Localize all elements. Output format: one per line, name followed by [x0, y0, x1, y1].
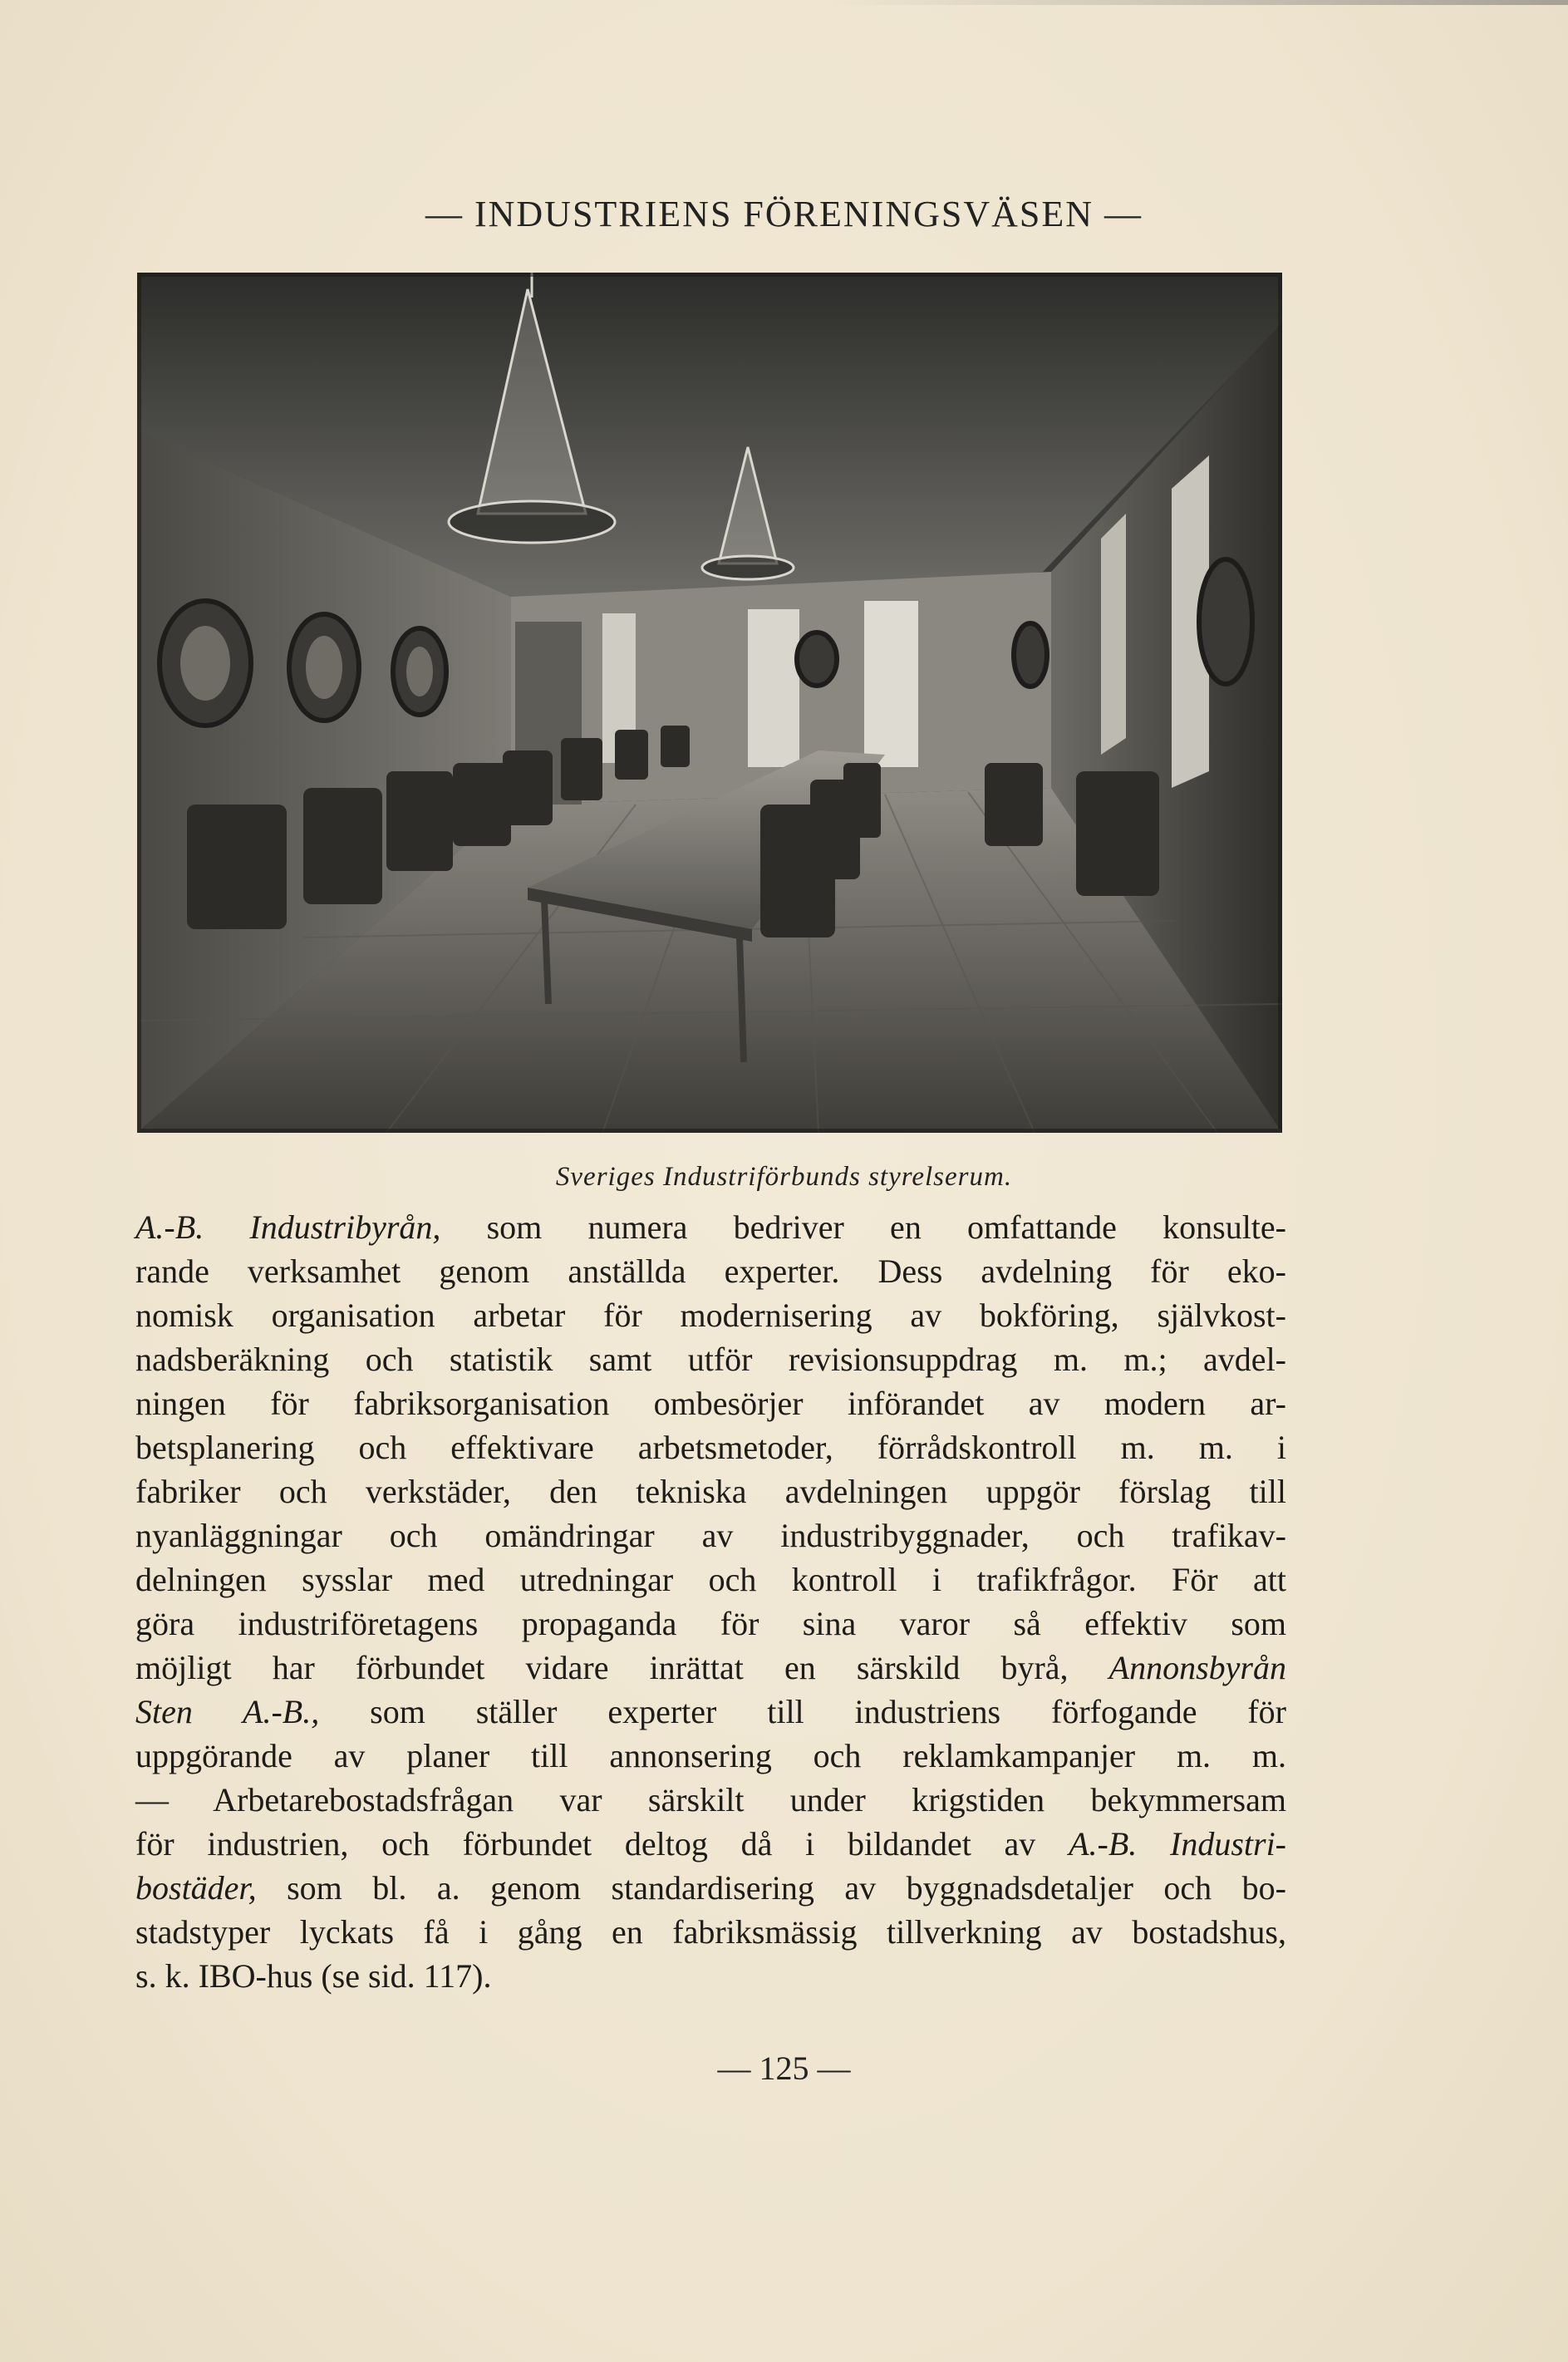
figure-caption: Sveriges Industriförbunds styrelserum.	[555, 1162, 1013, 1192]
italic-text: Annonsbyrån	[1108, 1649, 1286, 1686]
text-line	[135, 1690, 1286, 1734]
italic-text: A.-B. Industribyrån,	[135, 1208, 441, 1246]
text-segment: s. k. IBO-hus (se sid. 117).	[135, 1957, 492, 1995]
italic-text: Sten A.-B.,	[135, 1693, 320, 1730]
scan-edge	[831, 0, 1568, 5]
text-segment: nyanläggningar och omändringar av industribyggnader, och trafikav-	[135, 1517, 1286, 1554]
text-segment: — Arbetarebostadsfrågan var särskilt under krigstiden bekymmersam	[135, 1781, 1286, 1818]
text-line	[135, 1381, 1286, 1425]
text-line	[135, 1469, 1286, 1513]
text-line	[135, 1602, 1286, 1646]
text-segment: fabriker och verkstäder, den tekniska avdelningen uppgör förslag till	[135, 1473, 1286, 1510]
text-line	[135, 1293, 1286, 1337]
text-segment: nomisk organisation arbetar för modernisering av bokföring, självkost-	[135, 1297, 1286, 1334]
text-segment: göra industriföretagens propaganda för sina varor så effektiv som	[135, 1605, 1286, 1642]
text-segment: ningen för fabriksorganisation ombesörjer införandet av modern ar-	[135, 1385, 1286, 1422]
page-number: — 125 —	[717, 2050, 851, 2087]
text-line	[135, 1425, 1286, 1469]
italic-text: A.-B. Industri-	[1069, 1825, 1286, 1863]
text-segment: möjligt har förbundet vidare inrättat en särskild byrå,	[135, 1649, 1109, 1686]
text-segment: stadstyper lyckats få i gång en fabriksmässig tillverkning av bostadshus,	[135, 1913, 1286, 1951]
text-line	[135, 1205, 1286, 1249]
boardroom-photograph	[137, 273, 1282, 1133]
text-segment: nadsberäkning och statistik samt utför revisionsuppdrag m. m.; avdel-	[135, 1341, 1286, 1378]
text-line	[135, 1513, 1286, 1557]
text-segment: som numera bedriver en omfattande konsulte-	[440, 1208, 1286, 1246]
text-segment: för industrien, och förbundet deltog då i bildandet av	[135, 1825, 1069, 1863]
text-line	[135, 1822, 1286, 1866]
running-header: — INDUSTRIENS FÖRENINGSVÄSEN —	[425, 194, 1143, 234]
text-line	[135, 1249, 1286, 1293]
body-paragraph	[135, 1205, 1286, 1998]
text-segment: som bl. a. genom standardisering av byggnadsdetaljer och bo-	[256, 1869, 1286, 1907]
text-segment: delningen sysslar med utredningar och kontroll i trafikfrågor. För att	[135, 1561, 1286, 1598]
text-line	[135, 1778, 1286, 1822]
text-segment: uppgörande av planer till annonsering och reklamkampanjer m. m.	[135, 1737, 1286, 1774]
text-line	[135, 1866, 1286, 1910]
text-segment: betsplanering och effektivare arbetsmetoder, förrådskontroll m. m. i	[135, 1429, 1286, 1466]
text-line	[135, 1337, 1286, 1381]
text-line	[135, 1557, 1286, 1602]
text-segment: som ställer experter till industriens förfogande för	[319, 1693, 1286, 1730]
text-line	[135, 1954, 1286, 1998]
text-segment: rande verksamhet genom anställda experter. Dess avdelning för eko-	[135, 1252, 1286, 1290]
text-line	[135, 1910, 1286, 1954]
text-line	[135, 1646, 1286, 1690]
italic-text: bostäder,	[135, 1869, 257, 1907]
text-line	[135, 1734, 1286, 1778]
